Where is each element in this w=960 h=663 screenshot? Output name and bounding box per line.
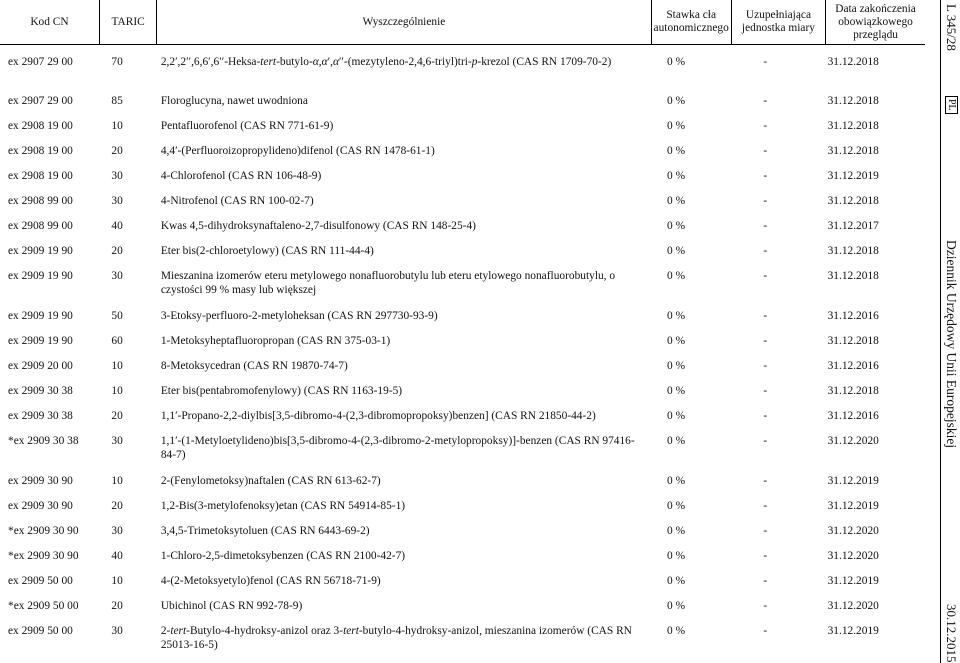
header-taric: TARIC [99,0,156,45]
cell-rate: 0 % [667,474,686,487]
cell-rate: 0 % [667,599,686,612]
cell-unit: - [763,384,768,397]
cell-date: 31.12.2018 [827,244,879,257]
header-unit: Uzupełniająca jednostka miary [731,0,825,45]
cell-taric: 30 [111,524,123,537]
table-row [0,590,925,615]
cell-date: 31.12.2019 [827,474,879,487]
table-row [0,45,925,85]
cell-cn: ex 2909 50 00 [8,574,73,587]
cell-taric: 20 [111,144,123,157]
cell-description: Eter bis(2-chloroetylowy) (CAS RN 111-44-4) [160,244,374,257]
cell-description: 3-Etoksy-perfluoro-2-metyloheksan (CAS RN 297730-93-9) [160,309,438,322]
cell-cn: *ex 2909 30 90 [8,549,79,562]
cell-cn: ex 2909 30 38 [8,384,73,397]
cell-cn: ex 2909 30 90 [8,499,73,512]
header-cn: Kod CN [0,0,99,45]
cell-unit: - [763,434,768,447]
cell-description: 4-(2-Metoksyetylo)fenol (CAS RN 56718-71-9) [160,574,381,587]
cell-rate: 0 % [667,194,686,207]
cell-rate: 0 % [667,574,686,587]
cell-date: 31.12.2016 [827,409,879,422]
cell-unit: - [763,244,768,257]
cell-cn: *ex 2909 30 38 [8,434,79,447]
cell-taric: 20 [111,499,123,512]
cell-unit: - [763,574,768,587]
cell-rate: 0 % [667,499,686,512]
cell-date: 31.12.2019 [827,574,879,587]
cell-cn: ex 2908 99 00 [8,194,73,207]
table-row [0,135,925,160]
cell-date: 31.12.2017 [827,219,879,232]
cell-taric: 30 [111,624,123,637]
cell-unit: - [763,474,768,487]
cell-taric: 10 [111,359,123,372]
cell-description: 1,1′-(1-Metyloetylideno)bis[3,5-dibromo-4-(2,3-dibromo-2-metylopropoksy)]-benzen (CAS RN 97416-84-7) [160,434,635,461]
cell-rate: 0 % [667,169,686,182]
table-row [0,515,925,540]
cell-description: 1-Chloro-2,5-dimetoksybenzen (CAS RN 2100-42-7) [160,549,406,562]
cell-description: Pentafluorofenol (CAS RN 771-61-9) [160,119,334,132]
table-row [0,490,925,515]
cell-cn: ex 2909 19 90 [8,309,73,322]
cell-cn: ex 2907 29 00 [8,56,73,68]
cell-taric: 60 [111,334,123,347]
cell-rate: 0 % [667,624,686,637]
cell-date: 31.12.2020 [827,524,879,537]
table-row [0,465,925,490]
cell-date: 31.12.2019 [827,624,879,637]
cell-unit: - [763,334,768,347]
cell-date: 31.12.2019 [827,169,879,182]
cell-cn: ex 2909 30 90 [8,474,73,487]
table-row [0,325,925,350]
cell-date: 31.12.2020 [827,549,879,562]
cell-cn: ex 2908 19 00 [8,169,73,182]
table-row [0,375,925,400]
table-row [0,540,925,565]
cell-rate: 0 % [667,409,686,422]
cell-cn: ex 2908 19 00 [8,119,73,132]
cell-description: 2,2′,2′′,6,6′,6′′-Heksa-tert-butylo-α,α′,α′′-(mezytyleno-2,4,6-triyl)tri-p-krezol (CAS RN 1709-70-2) [160,56,612,68]
cell-unit: - [763,269,768,282]
cell-cn: ex 2909 30 38 [8,409,73,422]
cell-date: 31.12.2018 [827,119,879,132]
cell-description: Floroglucyna, nawet uwodniona [160,94,308,107]
cell-rate: 0 % [667,119,686,132]
cell-date: 31.12.2020 [827,434,879,447]
table-row [0,210,925,235]
cell-description: 3,4,5-Trimetoksytoluen (CAS RN 6443-69-2) [160,524,370,537]
table-header-row [0,0,925,45]
cell-rate: 0 % [667,384,686,397]
cell-unit: - [763,144,768,157]
table-row [0,425,925,465]
table-row [0,615,925,655]
cell-description: 4-Chlorofenol (CAS RN 106-48-9) [160,169,322,182]
cell-cn: ex 2908 19 00 [8,144,73,157]
cell-date: 31.12.2018 [827,194,879,207]
cell-cn: *ex 2909 30 90 [8,524,79,537]
cell-description: 2-tert-Butylo-4-hydroksy-anizol oraz 3-tert-butylo-4-hydroksy-anizol, mieszanina izomerów (CAS RN 25013-16-5) [160,624,632,651]
cell-date: 31.12.2018 [827,384,879,397]
cell-date: 31.12.2016 [827,309,879,322]
cell-taric: 20 [111,244,123,257]
cell-rate: 0 % [667,244,686,257]
cell-date: 31.12.2018 [827,334,879,347]
table-row [0,185,925,210]
cell-unit: - [763,194,768,207]
cell-taric: 20 [111,599,123,612]
cell-taric: 10 [111,384,123,397]
cell-taric: 50 [111,309,123,322]
table-body [0,45,925,655]
cell-taric: 30 [111,434,123,447]
cell-cn: ex 2909 20 00 [8,359,73,372]
sidebar-divider [940,0,941,663]
table-row [0,400,925,425]
cell-rate: 0 % [667,434,686,447]
table-row [0,110,925,135]
table-row [0,300,925,325]
table-row [0,260,925,300]
cell-taric: 10 [111,574,123,587]
cell-description: Ubichinol (CAS RN 992-78-9) [160,599,303,612]
cell-unit: - [763,499,768,512]
cell-cn: ex 2907 29 00 [8,94,73,107]
cell-unit: - [763,219,768,232]
cell-description: 8-Metoksycedran (CAS RN 19870-74-7) [160,359,348,372]
cell-taric: 30 [111,194,123,207]
cell-cn: ex 2909 50 00 [8,624,73,637]
cell-date: 31.12.2016 [827,359,879,372]
cell-rate: 0 % [667,334,686,347]
cell-rate: 0 % [667,524,686,537]
publication-date: 30.12.2015 [944,604,959,663]
table-row [0,350,925,375]
cell-taric: 30 [111,269,123,282]
table-row [0,565,925,590]
cell-unit: - [763,94,768,107]
cell-description: 1,2-Bis(3-metylofenoksy)etan (CAS RN 54914-85-1) [160,499,406,512]
cell-unit: - [763,599,768,612]
cell-description: 4,4′-(Perfluoroizopropylideno)difenol (CAS RN 1478-61-1) [160,144,435,157]
table-row [0,85,925,110]
cell-taric: 10 [111,119,123,132]
cell-cn: ex 2909 19 90 [8,334,73,347]
cell-description: 4-Nitrofenol (CAS RN 100-02-7) [160,194,314,207]
cell-description: 1,1′-Propano-2,2-diylbis[3,5-dibromo-4-(2,3-dibromopropoksy)benzen] (CAS RN 21850-44-2) [160,409,596,422]
page-reference: L 345/28 [944,4,959,51]
header-rate: Stawka cła autonomicznego [651,0,731,45]
cell-taric: 10 [111,474,123,487]
cell-cn: ex 2909 19 90 [8,269,73,282]
cell-unit: - [763,409,768,422]
cell-unit: - [763,309,768,322]
cell-unit: - [763,169,768,182]
cell-description: 2-(Fenylometoksy)naftalen (CAS RN 613-62-7) [160,474,381,487]
cell-cn: ex 2908 99 00 [8,219,73,232]
cell-unit: - [763,624,768,637]
cell-unit: - [763,56,768,68]
cell-taric: 30 [111,169,123,182]
cell-date: 31.12.2018 [827,269,879,282]
cell-description: Eter bis(pentabromofenylowy) (CAS RN 1163-19-5) [160,384,403,397]
header-description: Wyszczególnienie [157,0,651,45]
journal-title: Dziennik Urzędowy Unii Europejskiej [944,240,959,449]
cell-description: Mieszanina izomerów eteru metylowego nonafluorobutylu lub eteru etylowego nonafluorobutylu, o czystości 99 % masy lub większej [160,269,616,296]
cell-description: 1-Metoksyheptafluoropropan (CAS RN 375-03-1) [160,334,391,347]
header-date: Data zakończenia obowiązkowego przeglądu [826,0,925,45]
cell-taric: 40 [111,219,123,232]
cell-unit: - [763,359,768,372]
cell-rate: 0 % [667,269,686,282]
table-row [0,160,925,185]
cell-rate: 0 % [667,359,686,372]
cell-taric: 20 [111,409,123,422]
cell-taric: 85 [111,94,123,107]
cell-rate: 0 % [667,144,686,157]
cell-rate: 0 % [667,309,686,322]
cell-rate: 0 % [667,94,686,107]
cell-cn: *ex 2909 50 00 [8,599,79,612]
cell-rate: 0 % [667,56,686,68]
cell-description: Kwas 4,5-dihydroksynaftaleno-2,7-disulfonowy (CAS RN 148-25-4) [160,219,476,232]
cell-date: 31.12.2018 [827,56,879,68]
table-row [0,235,925,260]
cell-date: 31.12.2019 [827,499,879,512]
cell-date: 31.12.2018 [827,94,879,107]
cell-unit: - [763,119,768,132]
cell-unit: - [763,524,768,537]
cell-cn: ex 2909 19 90 [8,244,73,257]
cell-date: 31.12.2020 [827,599,879,612]
cell-rate: 0 % [667,219,686,232]
cell-rate: 0 % [667,549,686,562]
cell-date: 31.12.2018 [827,144,879,157]
cell-taric: 40 [111,549,123,562]
cell-unit: - [763,549,768,562]
language-badge: PL [945,96,958,114]
cell-taric: 70 [111,56,123,68]
